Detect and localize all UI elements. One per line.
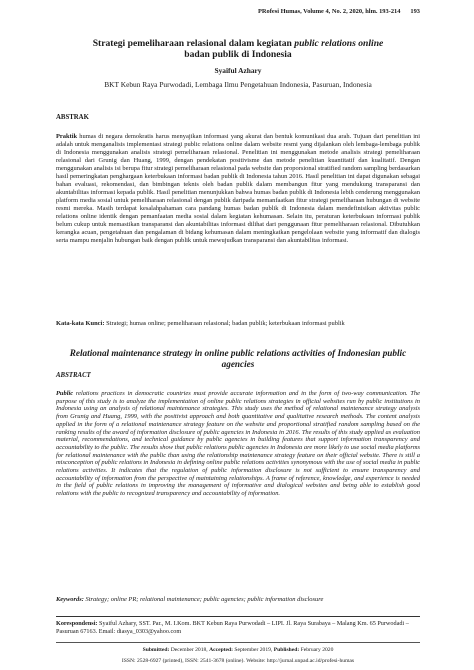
accepted-label: Accepted: <box>209 647 234 653</box>
footer-divider <box>56 616 420 617</box>
submission-dates <box>56 647 420 653</box>
journal-reference: PRofesi Humas, Volume 4, No. 2, 2020, hlm. 193-214 <box>258 8 401 15</box>
correspondence-label: Korespondensi: <box>56 620 98 627</box>
accepted-date: September 2019, <box>233 647 274 653</box>
abstract-heading: ABSTRACT <box>56 372 91 379</box>
abstrak-body <box>56 133 420 319</box>
title-part-3: badan publik di Indonesia <box>184 49 292 60</box>
author-name: Syaiful Azhary <box>214 66 262 75</box>
running-header <box>56 8 420 15</box>
issn-line: ISSN: 2528-6927 (printed), ISSN: 2541-3678 (online). Website: http://jurnal.unpad.ac.id/profesi-humas <box>121 658 355 664</box>
abstrak-text: humas di negara demokratis harus menyajikan informasi yang akurat dan bentuk komunikasi dua arah. Tujuan dari penelitian ini adalah untuk menganalisis implementasi strategi public relations online dalam website resmi yang dijalankan oleh lembaga-lembaga publik di Indonesia menggunakan analisis strategi pemeliharaan relasional. Penelitian ini menggunakan metode analisis strategi pemeliharaan relasional dari Grunig dan Huang, 1999, dengan pendekatan positivisme dan metode penelitian kuantitatif dan kualitatif. Dengan menggunakan analisis isi berupa fitur strategi pemeliharaan relasional pada website dan proporsional stratified random sampling berdasarkan hasil pemeringkatan penghargaan keterbukaan informasi badan publik di Indonesia tahun 2016. Hasil penelitian ini dapat digunakan sebagai bahan evaluasi, rekomendasi, dan bimbingan teknis oleh badan publik dalam membangun fitur yang mendukung transparansi dan akuntabilitas informasi kepada publik. Hasil penelitian menunjukkan bahwa humas badan publik di Indonesia lebih cenderung menggunakan platform media sosial untuk pemeliharaan relasional dengan publik daripada memanfaatkan fitur strategi pemeliharaan hubungan di website resmi mereka. Masih terdapat kesalahpahaman cara pandang humas badan publik di Indonesia dalam mendefinisikan aktivitas public relations online identik dengan pemanfaatan media sosial dalam kegiatan kehumasan. Selain itu, peraturan keterbukaan informasi publik belum cukup untuk memastikan transparansi dan akuntabilitas informasi dilihat dari penggunaan fitur pemeliharaan relasional. Dibutuhkan kerangka acuan, pengetahuan dan pengalaman di bidang kehumasan dalam meningkatkan pengelolaan website yang informatif dan dialogis serta mampu menjalin hubungan baik dengan publik untuk mewujudkan transparansi dan akuntabilitas informasi. <box>56 133 420 244</box>
published-label: Published: <box>273 647 300 653</box>
abstract-body <box>56 390 420 590</box>
author-affiliation: BKT Kebun Raya Purwodadi, Lembaga Ilmu Pengetahuan Indonesia, Pasuruan, Indonesia <box>104 80 372 89</box>
correspondence <box>56 620 420 636</box>
english-title: Relational maintenance strategy in online public relations activities of Indonesian public agencies <box>69 348 407 369</box>
title-part-1: Strategi pemeliharaan relasional dalam kegiatan <box>92 38 295 49</box>
published-date: February 2020 <box>299 647 334 653</box>
abstrak-heading: ABSTRAK <box>56 114 89 121</box>
kata-kunci-label: Kata-kata Kunci: <box>56 320 105 327</box>
submitted-label: Submitted: <box>142 647 170 653</box>
footer-divider-2 <box>56 642 420 643</box>
correspondence-text: Syaiful Azhary, SST. Par., M. I.Kom. BKT Kebun Raya Purwodadi – LIPI. Jl. Raya Surabaya – Malang Km. 65 Purwodadi – Pasuruan 67163. Email: diasya_0303@yahoo.com <box>56 620 409 635</box>
abstract-first-word: Public <box>56 390 74 397</box>
kata-kunci-text: Strategi; humas online; pemeliharaan relasional; badan publik; keterbukaan informasi publik <box>104 320 345 327</box>
title-part-2: public relations online <box>294 38 384 49</box>
submitted-date: December 2018, <box>169 647 210 653</box>
keywords <box>56 596 420 606</box>
keywords-text: Strategy; online PR; relational maintenance; public agencies; public information disclosure <box>83 596 324 603</box>
kata-kunci <box>56 320 420 338</box>
abstrak-first-word: Praktik <box>56 133 78 140</box>
journal-page <box>56 0 420 670</box>
page-number: 193 <box>410 8 420 15</box>
keywords-label: Keywords: <box>56 596 84 603</box>
abstract-text: relations practices in democratic countries must provide accurate information and in the form of two-way communication. The purpose of this study is to analyze the implementation of online public relations strategies in official websites run by public institutions in Indonesia using an analysis of relational maintenance strategies. This study uses the method of relational maintenance strategy analysis from Grunig and Huang, 1999, with the positivist approach and both quantitative and qualitative research methods. The content analysis applied in the form of a relational maintenance strategy feature on the website and proportional stratified random sampling based on the ranking results of the award of information disclosure of public agencies in Indonesia in 2016. The results of this study applied as evaluation material, recommendations, and technical guidance by public agencies in building features that support information transparency and accountability to the public. The results show that public relations public agencies in Indonesia are more likely to use social media platforms for relational maintenance with the public than using the relationship maintenance strategy feature on their official website. There is still a misconception of public relations in Indonesia in defining online public relations activities synonymous with the use of social media in public relations activities. It indicates that the regulation of public information disclosure is not sufficient to ensure transparency and accountability of information from the perspective of maintaining relationships. A frame of reference, knowledge, and experience is needed in the field of public relations in improving the management of informative and dialogical websites and being able to establish good relations with the public to recognized transparency and accountability of information. <box>56 390 420 498</box>
article-title <box>56 38 420 60</box>
